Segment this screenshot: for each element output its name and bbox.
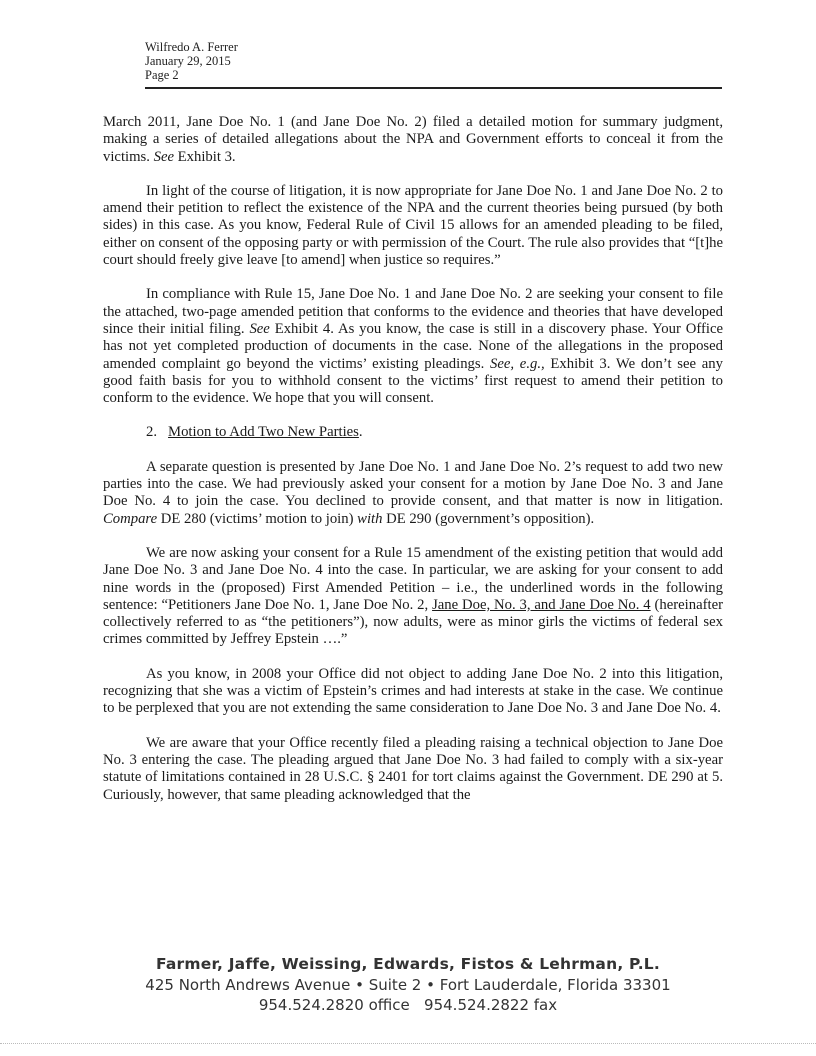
page-number: Page 2: [145, 68, 179, 82]
scan-edge-rule: [0, 1043, 816, 1045]
paragraph-2: In light of the course of litigation, it is now appropriate for Jane Doe No. 1 and Jane Doe No. 2 to amend their petition to reflect the existence of the NPA and the current theories being pursued (by both sides) in this case. As you know, Federal Rule of Civil 15 allows for an amended pleading to be filed, either on consent of the opposing party or with permission of the Court. The rule also provides that “[t]he court should freely give leave [to amend] when justice so requires.”: [103, 182, 723, 269]
paragraph-6: As you know, in 2008 your Office did not object to adding Jane Doe No. 2 into this litigation, recognizing that she was a victim of Epstein’s crimes and had interests at stake in the case. We continue to be perplexed that you are not extending the same consideration to Jane Doe No. 3 and Jane Doe No. 4.: [103, 665, 723, 717]
paragraph-4: A separate question is presented by Jane Doe No. 1 and Jane Doe No. 2’s request to add two new parties into the case. We had previously asked your consent for a motion by Jane Doe No. 3 and Jane Doe No. 4 to join the case. You declined to provide consent, and that matter is now in litigation. Compare DE 280 (victims’ motion to join) with DE 290 (government’s opposition).: [103, 458, 723, 527]
section-heading: 2. Motion to Add Two New Parties.: [146, 424, 363, 441]
firm-phones: 954.524.2820 office 954.524.2822 fax: [258, 996, 558, 1014]
letterhead-footer: [0, 953, 816, 1015]
letter-header: [145, 40, 725, 82]
letter-date: January 29, 2015: [145, 54, 231, 68]
recipient-name: Wilfredo A. Ferrer: [145, 40, 238, 54]
firm-name: Farmer, Jaffe, Weissing, Edwards, Fistos & Lehrman, P.L.: [156, 955, 660, 973]
firm-address: 425 North Andrews Avenue • Suite 2 • Fort Lauderdale, Florida 33301: [145, 976, 671, 994]
letter-body: [103, 114, 723, 821]
paragraph-5: We are now asking your consent for a Rule 15 amendment of the existing petition that would add Jane Doe No. 3 and Jane Doe No. 4 into the case. In particular, we are asking for your consent to add nine words in the (proposed) First Amended Petition – i.e., the underlined words in the following sentence: “Petitioners Jane Doe No. 1, Jane Doe No. 2, Jane Doe, No. 3, and Jane Doe No. 4 (hereinafter collectively referred to as “the petitioners”), now adults, were as minor girls the victims of federal sex crimes committed by Jeffrey Epstein ….”: [103, 544, 723, 648]
header-rule: [145, 87, 722, 89]
paragraph-7: We are aware that your Office recently filed a pleading raising a technical objection to Jane Doe No. 3 entering the case. The pleading argued that Jane Doe No. 3 had failed to comply with a six-year statute of limitations contained in 28 U.S.C. § 2401 for tort claims against the Government. DE 290 at 5. Curiously, however, that same pleading acknowledged that the: [103, 734, 723, 803]
paragraph-3: In compliance with Rule 15, Jane Doe No. 1 and Jane Doe No. 2 are seeking your consent to file the attached, two-page amended petition that conforms to the evidence and theories that have developed since their initial filing. See Exhibit 4. As you know, the case is still in a discovery phase. Your Office has not yet completed production of documents in the case. None of the allegations in the proposed amended complaint go beyond the victims’ existing pleadings. See, e.g., Exhibit 3. We don’t see any good faith basis for you to withhold consent to the victims’ first request to amend their petition to conform to the evidence. We hope that you will consent.: [103, 286, 724, 407]
paragraph-1: March 2011, Jane Doe No. 1 (and Jane Doe No. 2) filed a detailed motion for summary judgment, making a series of detailed allegations about the NPA and Government efforts to conceal it from the victims. See Exhibit 3.: [103, 114, 723, 165]
